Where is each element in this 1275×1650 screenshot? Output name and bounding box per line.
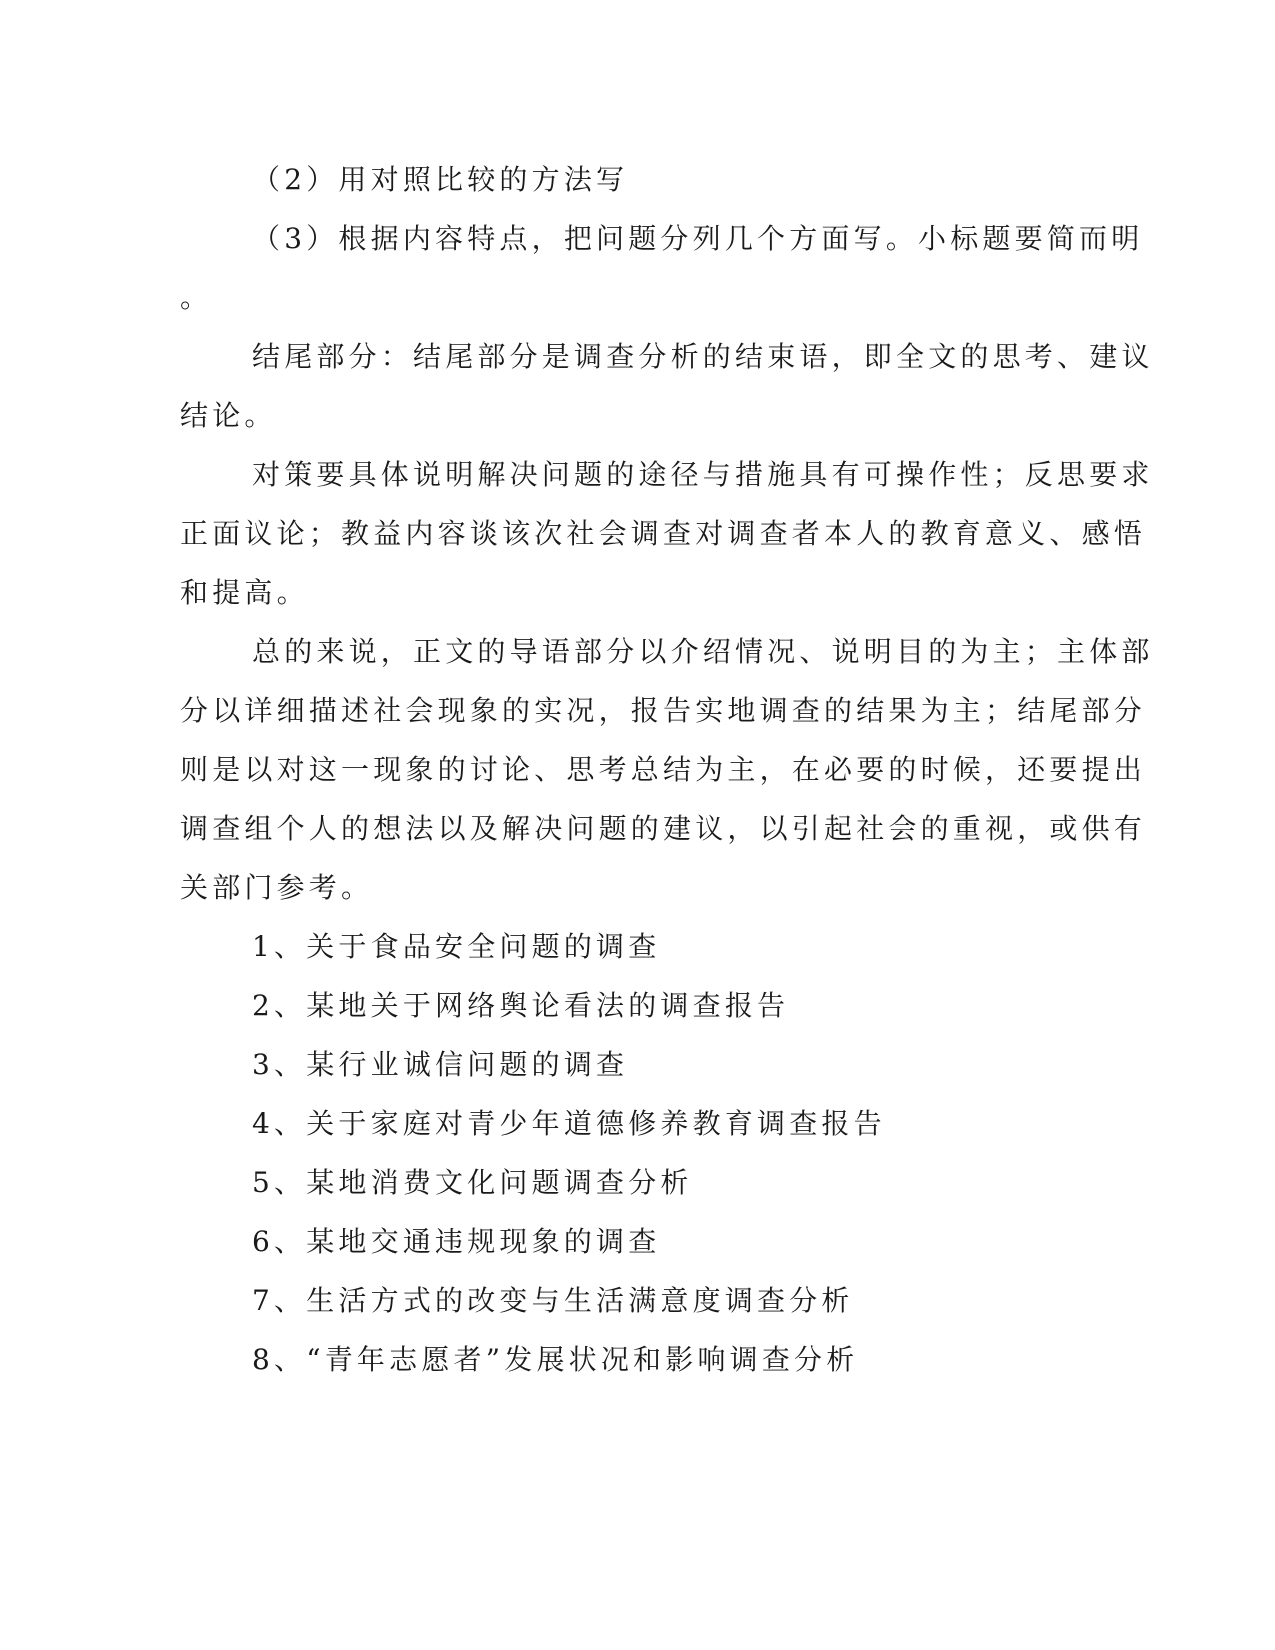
paragraph-measures-line-2: 正面议论；教益内容谈该次社会调查对调查者本人的教育意义、感悟 (180, 517, 1147, 550)
paragraph-conclusion-line-2: 结论。 (180, 399, 277, 432)
paragraph-summary-line-3: 则是以对这一现象的讨论、思考总结为主，在必要的时候，还要提出 (180, 753, 1147, 786)
topic-item-3: 3、某行业诚信问题的调查 (252, 1048, 629, 1081)
topic-item-7: 7、生活方式的改变与生活满意度调查分析 (252, 1284, 854, 1317)
paragraph-summary-line-1: 总的来说，正文的导语部分以介绍情况、说明目的为主；主体部 (252, 635, 1154, 668)
topic-item-2: 2、某地关于网络舆论看法的调查报告 (252, 989, 790, 1022)
paragraph-measures-line-1: 对策要具体说明解决问题的途径与措施具有可操作性；反思要求 (252, 458, 1154, 491)
paragraph-summary-line-5: 关部门参考。 (180, 871, 374, 904)
topic-item-1: 1、关于食品安全问题的调查 (252, 930, 661, 963)
topic-item-4: 4、关于家庭对青少年道德修养教育调查报告 (252, 1107, 886, 1140)
topic-item-5: 5、某地消费文化问题调查分析 (252, 1166, 693, 1199)
list-item-method-2: （2）用对照比较的方法写 (252, 163, 629, 196)
paragraph-conclusion-line-1: 结尾部分：结尾部分是调查分析的结束语，即全文的思考、建议 (252, 340, 1154, 373)
paragraph-summary-line-4: 调查组个人的想法以及解决问题的建议，以引起社会的重视，或供有 (180, 812, 1147, 845)
list-item-method-3: （3）根据内容特点，把问题分列几个方面写。小标题要简而明 (252, 222, 1144, 255)
paragraph-measures-line-3: 和提高。 (180, 576, 309, 609)
topic-item-6: 6、某地交通违规现象的调查 (252, 1225, 661, 1258)
topic-item-8: 8、“青年志愿者”发展状况和影响调查分析 (252, 1343, 859, 1376)
paragraph-summary-line-2: 分以详细描述社会现象的实况，报告实地调查的结果为主；结尾部分 (180, 694, 1147, 727)
paragraph-continuation: 。 (180, 281, 213, 314)
